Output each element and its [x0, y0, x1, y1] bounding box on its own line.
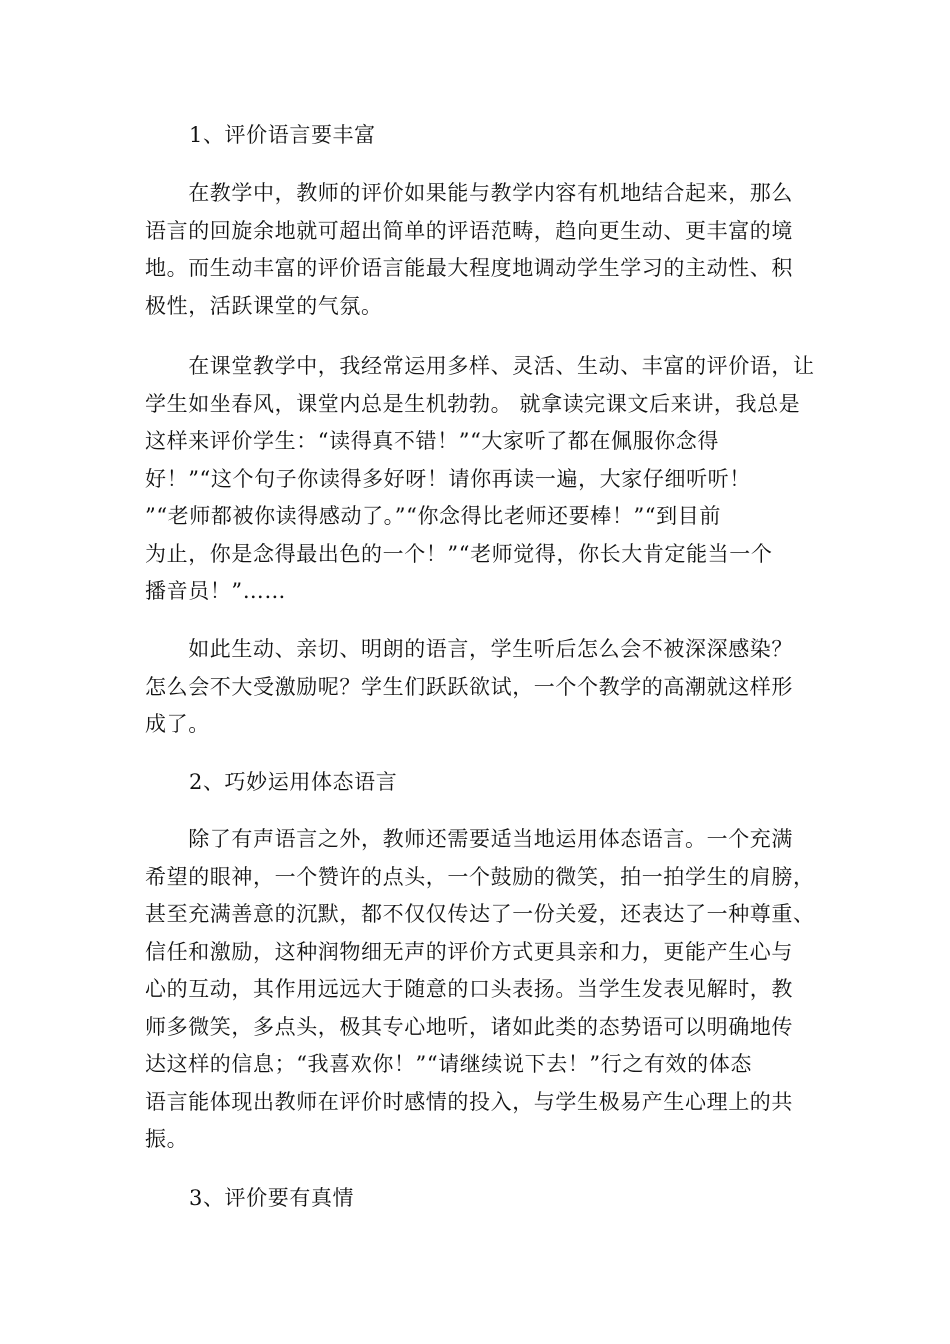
text-line: 成了。 [145, 712, 210, 736]
text-line: 在教学中，教师的评价如果能与教学内容有机地结合起来，那么 [145, 181, 793, 205]
heading-line: 2、巧妙运用体态语言 [189, 770, 398, 794]
text-line: 为止，你是念得最出色的一个！”“老师觉得，你长大肯定能当一个 [145, 541, 773, 566]
text-line: 极性，活跃课堂的气氛。 [145, 293, 383, 318]
text-line: 心的互动，其作用远远大于随意的口头表扬。当学生发表见解时，教 [145, 977, 793, 1001]
text-line: 达这样的信息；“我喜欢你！”“请继续说下去！”行之有效的体态 [145, 1052, 752, 1076]
section1-paragraph-1 [145, 175, 815, 325]
text-line: 信任和激励，这种润物细无声的评价方式更具亲和力，更能产生心与 [145, 939, 793, 964]
text-line: 师多微笑，多点头，极其专心地听，诸如此类的态势语可以明确地传 [145, 1014, 793, 1039]
text-line: 甚至充满善意的沉默，都不仅仅传达了一份关爱，还表达了一种尊重、 [145, 902, 815, 926]
text-line: 好！”“这个句子你读得多好呀！请你再读一遍，大家仔细听听！ [145, 466, 751, 491]
text-line: 在课堂教学中，我经常运用多样、灵活、生动、丰富的评价语，让 [145, 354, 815, 378]
text-line: 如此生动、亲切、明朗的语言，学生听后怎么会不被深深感染？ [145, 637, 793, 661]
text-line: 怎么会不大受激励呢？学生们跃跃欲试，一个个教学的高潮就这样形 [145, 674, 793, 699]
section1-paragraph-3 [145, 631, 815, 744]
heading-line: 3、评价要有真情 [189, 1186, 355, 1210]
text-line: 这样来评价学生：“读得真不错！”“大家听了都在佩服你念得 [145, 429, 720, 453]
text-line: 语言的回旋余地就可超出简单的评语范畴，趋向更生动、更丰富的境 [145, 218, 793, 243]
text-line: 地。而生动丰富的评价语言能最大程度地调动学生学习的主动性、积 [145, 256, 793, 280]
text-line: 播音员！”…… [145, 579, 286, 603]
section1-paragraph-2 [145, 348, 815, 611]
section-heading-1 [145, 117, 859, 155]
text-line: 语言能体现出教师在评价时感情的投入，与学生极易产生心理上的共 [145, 1089, 793, 1114]
text-line: 希望的眼神，一个赞许的点头，一个鼓励的微笑，拍一拍学生的肩膀， [145, 864, 815, 889]
text-line: 振。 [145, 1127, 189, 1151]
text-line: ”“老师都被你读得感动了。”“你念得比老师还要棒！”“到目前 [145, 504, 721, 528]
section-heading-2 [145, 764, 859, 802]
section-heading-3 [145, 1180, 859, 1218]
section2-paragraph-1 [145, 821, 815, 1159]
text-line: 除了有声语言之外，教师还需要适当地运用体态语言。一个充满 [145, 827, 793, 851]
heading-line: 1、评价语言要丰富 [189, 123, 376, 147]
text-line: 学生如坐春风，课堂内总是生机勃勃。 就拿读完课文后来讲，我总是 [145, 391, 801, 416]
